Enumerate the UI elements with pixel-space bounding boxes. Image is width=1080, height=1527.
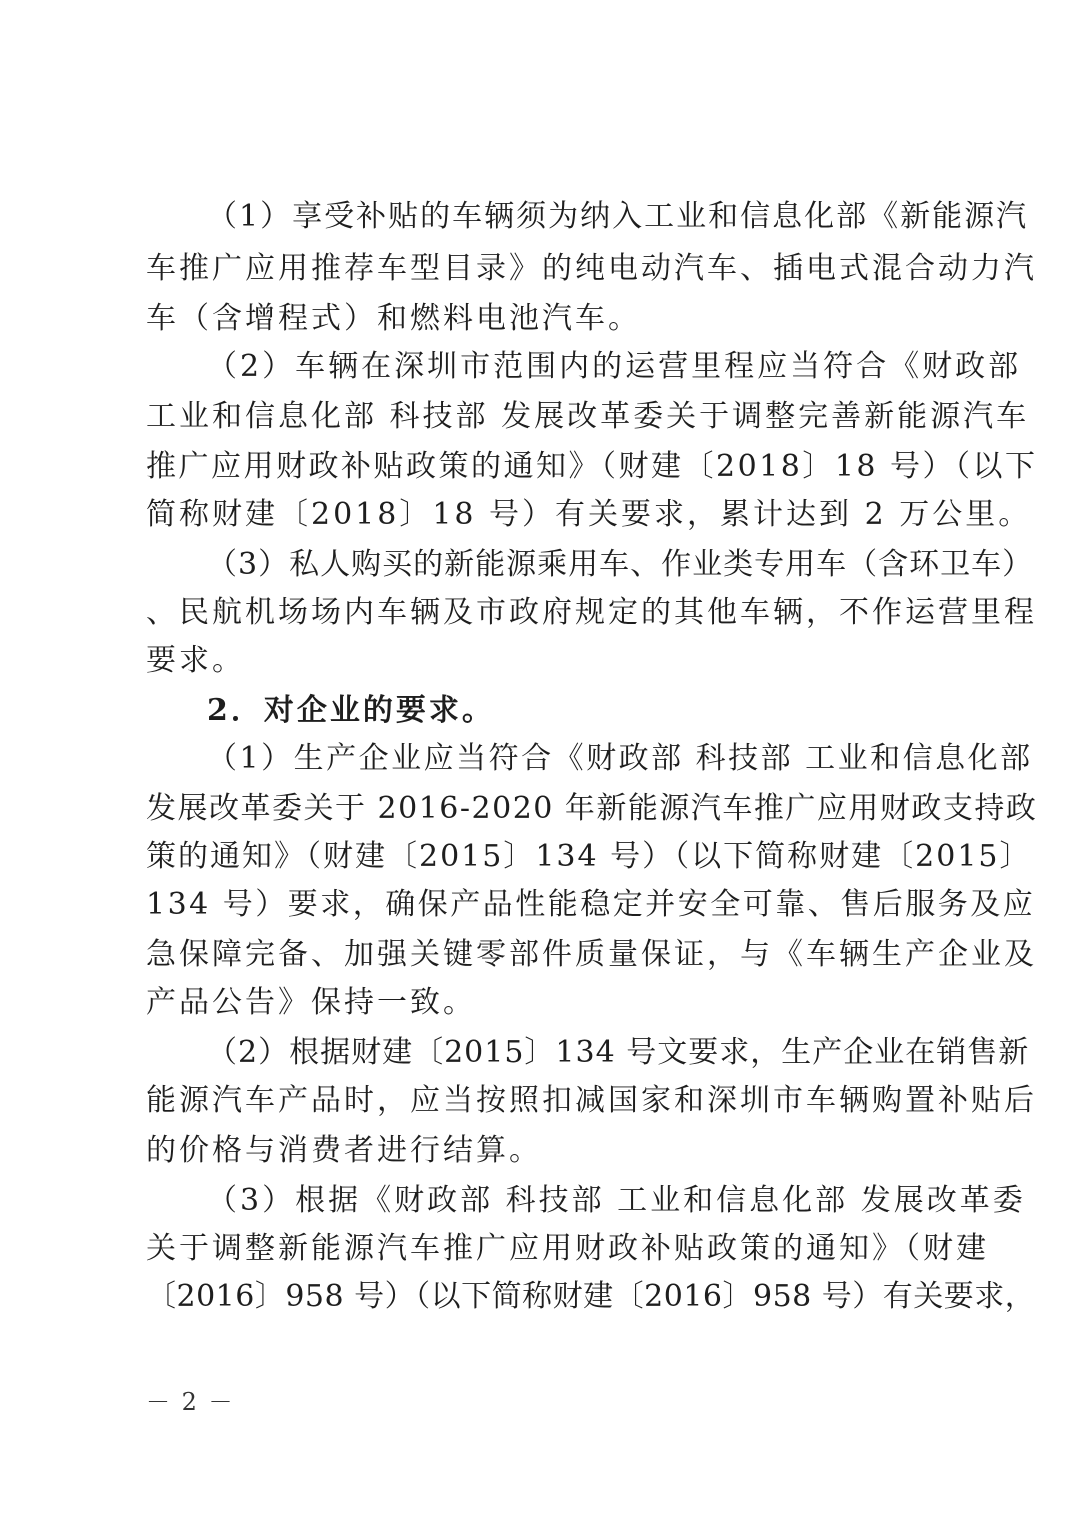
text-line: 〔2016〕958 号）（以下简称财建〔2016〕958 号）有关要求， <box>146 1279 1036 1314</box>
text-line: （3）私人购买的新能源乘用车、作业类专用车（含环卫车） <box>207 547 1034 582</box>
text-line: 关于调整新能源汽车推广应用财政补贴政策的通知》（财建 <box>146 1231 989 1266</box>
text-line: 产品公告》保持一致。 <box>146 985 476 1020</box>
text-line: （2）根据财建〔2015〕134 号文要求，生产企业在销售新 <box>207 1035 1030 1070</box>
text-line: 134 号）要求，确保产品性能稳定并安全可靠、售后服务及应 <box>146 887 1036 922</box>
text-line: （1）享受补贴的车辆须为纳入工业和信息化部《新能源汽 <box>207 199 1029 234</box>
text-line: 、民航机场场内车辆及市政府规定的其他车辆，不作运营里程 <box>146 595 1037 630</box>
text-line: 车推广应用推荐车型目录》的纯电动汽车、插电式混合动力汽 <box>146 251 1037 286</box>
text-line: 发展改革委关于 2016-2020 年新能源汽车推广应用财政支持政 <box>146 791 1038 826</box>
text-line: 的价格与消费者进行结算。 <box>146 1133 542 1168</box>
text-line: （1）生产企业应当符合《财政部 科技部 工业和信息化部 <box>207 741 1033 776</box>
section-heading: 2．对企业的要求。 <box>207 693 495 728</box>
text-line: 工业和信息化部 科技部 发展改革委关于调整完善新能源汽车 <box>146 399 1030 434</box>
text-line: 推广应用财政补贴政策的通知》（财建〔2018〕18 号）（以下 <box>146 449 1038 484</box>
text-line: （2）车辆在深圳市范围内的运营里程应当符合《财政部 <box>207 349 1022 384</box>
text-line: 车（含增程式）和燃料电池汽车。 <box>146 301 641 336</box>
text-line: 策的通知》（财建〔2015〕134 号）（以下简称财建〔2015〕 <box>146 839 1032 874</box>
text-line: 要求。 <box>146 643 245 678</box>
page-number: － 2 － <box>146 1388 235 1416</box>
text-line: 简称财建〔2018〕18 号）有关要求，累计达到 2 万公里。 <box>146 497 1032 532</box>
text-line: （3）根据《财政部 科技部 工业和信息化部 发展改革委 <box>207 1183 1026 1218</box>
text-line: 能源汽车产品时，应当按照扣减国家和深圳市车辆购置补贴后 <box>146 1083 1037 1118</box>
text-line: 急保障完备、加强关键零部件质量保证，与《车辆生产企业及 <box>146 937 1037 972</box>
